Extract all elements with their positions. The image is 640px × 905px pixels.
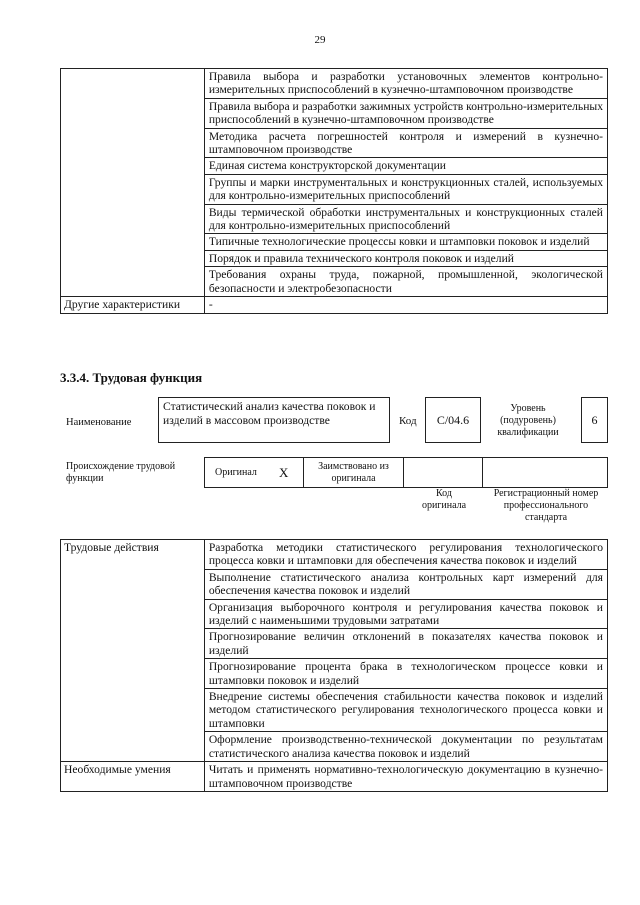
labor-action-item: Разработка методики статистического регулирования технологического процесса ковки и штамповки для обеспечения качества поковок и изделий	[204, 540, 607, 570]
level-label: Уровень (подуровень) квалификации	[497, 403, 559, 438]
origin-box-borrowed	[303, 457, 404, 488]
original-mark: X	[279, 465, 289, 480]
level-value: 6	[591, 412, 598, 427]
page-number: 29	[314, 34, 326, 46]
table-row	[61, 297, 608, 313]
level-box	[581, 397, 608, 443]
name-value: Статистический анализ качества поковок и изделий в массовом производстве	[163, 400, 376, 427]
original-label: Оригинал	[215, 467, 257, 478]
labor-action-item: Организация выборочного контроля и регулирования качества поковок и изделий с наименьшими трудовыми затратами	[204, 599, 607, 629]
origin-box-code	[403, 457, 483, 488]
other-characteristics-label: Другие характеристики	[61, 297, 205, 313]
knowledge-item: Виды термической обработки инструментальных и конструкционных сталей для контрольно-измерительных приспособлений	[204, 204, 607, 234]
knowledge-item: Методика расчета погрешностей контроля и измерений в кузнечно-штамповочном производстве	[204, 128, 607, 158]
labor-action-item: Оформление производственно-технической документации по результатам статистического анализа качества поковок и изделий	[204, 732, 607, 762]
labor-function-table	[60, 539, 608, 792]
knowledge-item: Группы и марки инструментальных и конструкционных сталей, используемых для контрольно-измерительных приспособлений	[204, 174, 607, 204]
name-label: Наименование	[66, 417, 132, 428]
skills-label: Необходимые умения	[61, 762, 205, 792]
table-row	[61, 69, 608, 99]
reg-caption: Регистрационный номер профессионального стандарта	[493, 488, 599, 523]
table-row	[61, 762, 608, 792]
name-box	[158, 397, 390, 443]
knowledge-item: Правила выбора и разработки зажимных устройств контрольно-измерительных приспособлений в кузнечно-штамповочном производстве	[204, 98, 607, 128]
section-title: 3.3.4. Трудовая функция	[60, 370, 203, 385]
code-value: C/04.6	[436, 412, 470, 427]
origin-label: Происхождение трудовой функции	[66, 461, 176, 484]
knowledge-item: Правила выбора и разработки установочных элементов контрольно-измерительных приспособлений в кузнечно-штамповочном производстве	[204, 69, 607, 99]
labor-action-item: Внедрение системы обеспечения стабильности качества поковок и изделий методом статистического регулирования технологического процесса ковки и штамповки	[204, 689, 607, 732]
labor-action-item: Выполнение статистического анализа контрольных карт измерений для обеспечения качества поковок и изделий	[204, 569, 607, 599]
knowledge-label	[61, 69, 205, 297]
table-row	[61, 540, 608, 570]
knowledge-item: Порядок и правила технического контроля поковок и изделий	[204, 250, 607, 266]
origin-box-reg	[482, 457, 608, 488]
code-box	[425, 397, 481, 443]
knowledge-table	[60, 68, 608, 314]
other-characteristics-value: -	[204, 297, 607, 313]
skill-item: Читать и применять нормативно-технологическую документацию в кузнечно-штамповочном производстве	[204, 762, 607, 792]
knowledge-item: Типичные технологические процессы ковки и штамповки поковок и изделий	[204, 234, 607, 250]
origin-box-original	[204, 457, 304, 488]
labor-action-item: Прогнозирование величин отклонений в показателях качества поковок и изделий	[204, 629, 607, 659]
knowledge-item: Требования охраны труда, пожарной, промышленной, экологической безопасности и электробезопасности	[204, 267, 607, 297]
labor-actions-label: Трудовые действия	[61, 540, 205, 762]
code-caption: Код оригинала	[421, 488, 467, 511]
labor-action-item: Прогнозирование процента брака в технологическом процессе ковки и штамповки поковок и изделий	[204, 659, 607, 689]
code-label: Код	[399, 415, 417, 427]
knowledge-item: Единая система конструкторской документации	[204, 158, 607, 174]
borrowed-label: Заимствовано из оригинала	[318, 461, 389, 484]
